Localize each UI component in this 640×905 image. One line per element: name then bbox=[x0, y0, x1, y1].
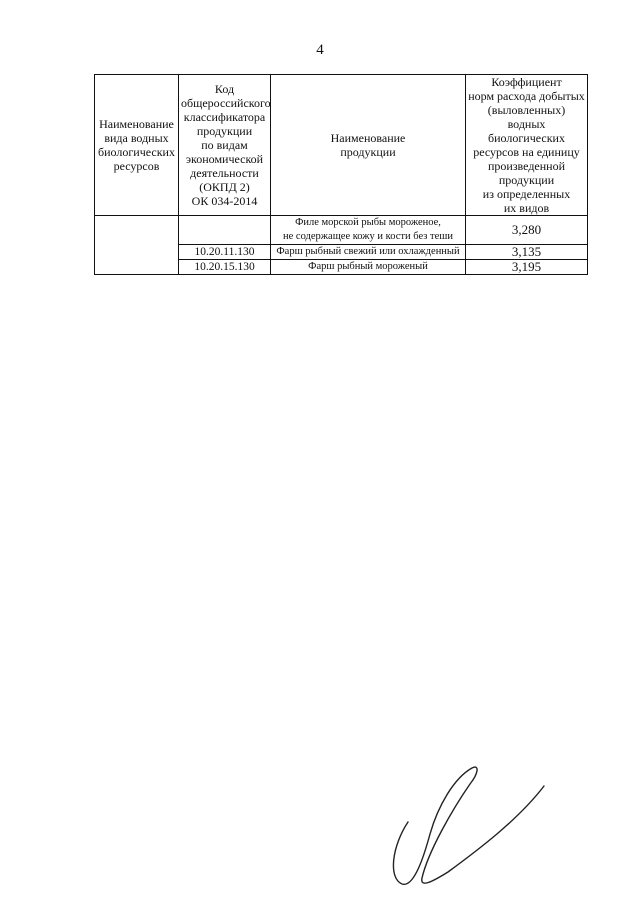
cell-product: Филе морской рыбы мороженое, не содержащее кожу и кости без теши bbox=[271, 216, 466, 245]
cell-product: Фарш рыбный свежий или охлажденный bbox=[271, 245, 466, 260]
cell-coefficient: 3,280 bbox=[466, 216, 588, 245]
norms-table bbox=[94, 74, 588, 275]
header-coefficient: Коэффициент норм расхода добытых (выловленных) водных биологических ресурсов на единицу произведенной продукции из определенных их видов bbox=[466, 75, 588, 216]
cell-resource bbox=[95, 216, 179, 275]
cell-code: 10.20.11.130 bbox=[179, 245, 271, 260]
header-okpd-code: Код общероссийского классификатора продукции по видам экономической деятельности (ОКПД 2) ОК 034-2014 bbox=[179, 75, 271, 216]
header-product-name: Наименование продукции bbox=[271, 75, 466, 216]
table-row bbox=[95, 216, 588, 245]
cell-coefficient: 3,195 bbox=[466, 260, 588, 275]
page-number: 4 bbox=[316, 42, 324, 58]
signature bbox=[378, 760, 548, 890]
cell-coefficient: 3,135 bbox=[466, 245, 588, 260]
header-resource-name: Наименование вида водных биологических ресурсов bbox=[95, 75, 179, 216]
table-header-row bbox=[95, 75, 588, 216]
cell-code bbox=[179, 216, 271, 245]
cell-code: 10.20.15.130 bbox=[179, 260, 271, 275]
cell-product: Фарш рыбный мороженый bbox=[271, 260, 466, 275]
